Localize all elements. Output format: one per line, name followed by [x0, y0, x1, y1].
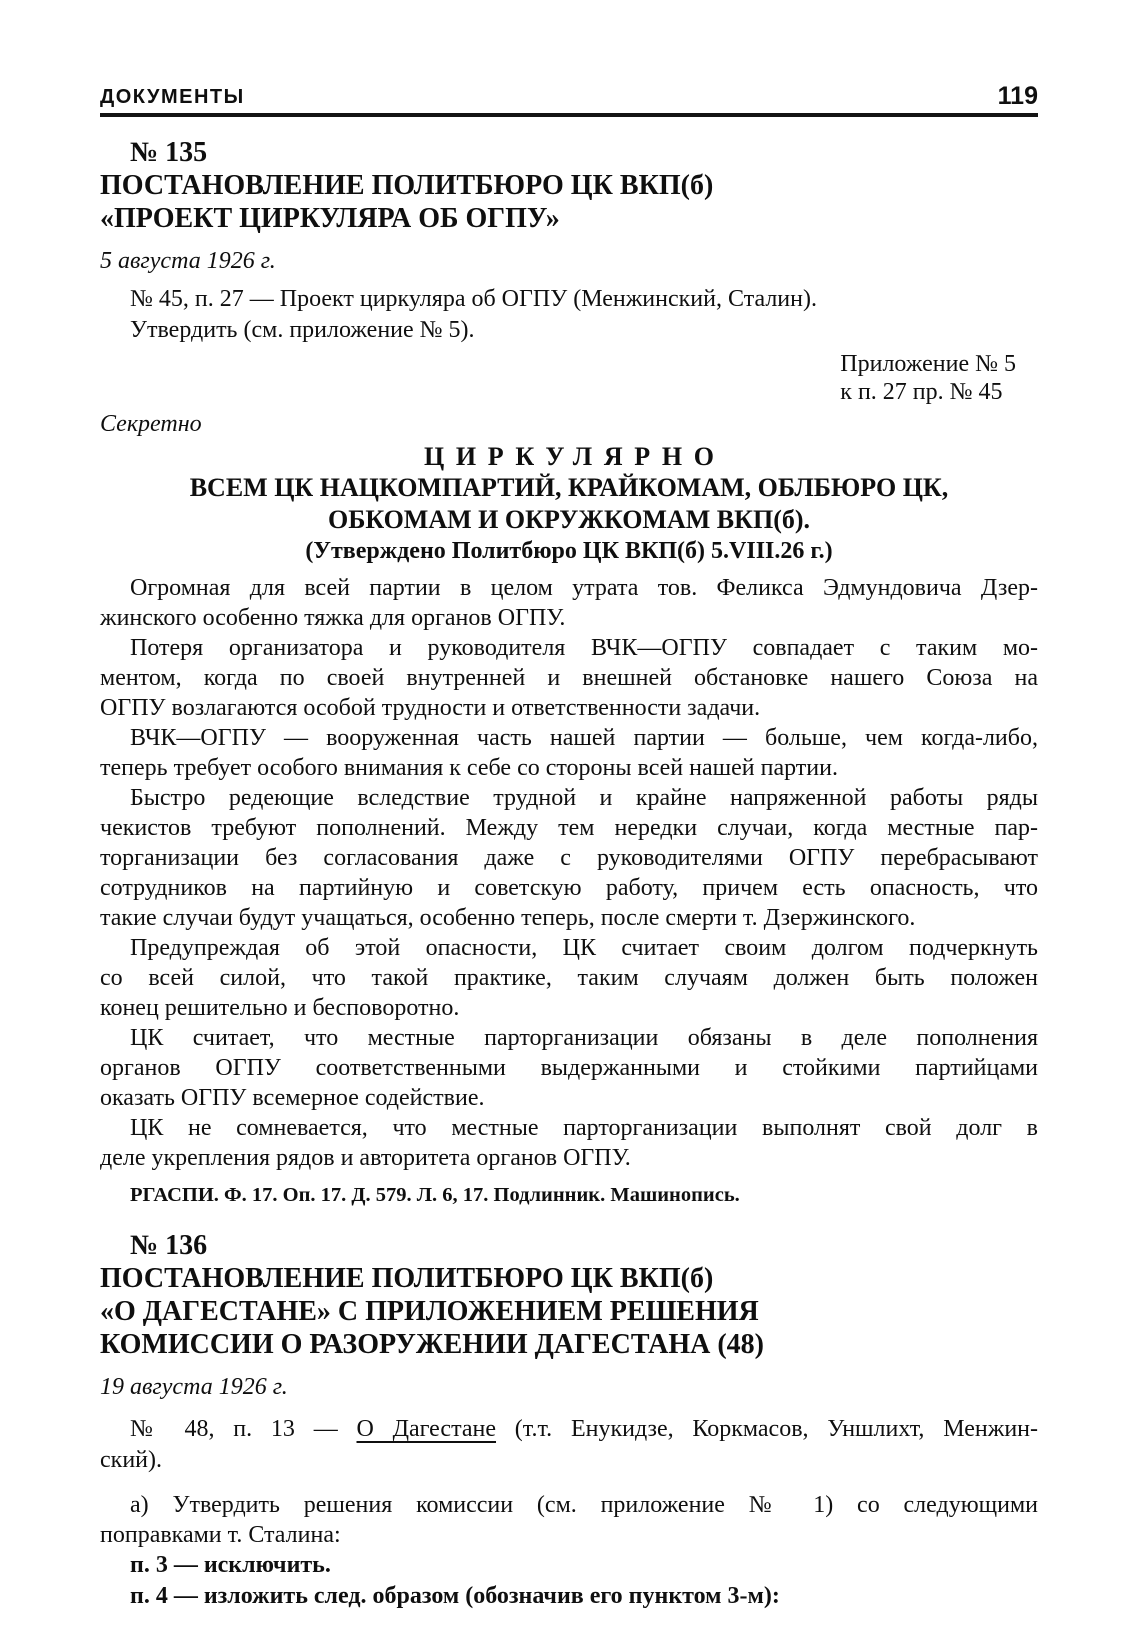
text-line: органов ОГПУ соответственными выдержанными и стойкими партийцами: [100, 1055, 1038, 1081]
text-line: ментом, когда по своей внутренней и внешней обстановке нашего Союза на: [100, 665, 1038, 691]
page-number: 119: [997, 82, 1038, 110]
point-line: п. 3 — исключить.: [130, 1552, 331, 1578]
doc135-title: [100, 169, 1038, 235]
text-line: теперь требует особого внимания к себе со стороны всей нашей партии.: [100, 755, 838, 781]
text-line: такие случаи будут учащаться, особенно теперь, после смерти т. Дзержинского.: [100, 905, 916, 931]
body-paragraph: [100, 1113, 1038, 1173]
annex-reference: [100, 350, 1016, 406]
text-line: Утвердить (см. приложение № 5).: [130, 317, 475, 343]
body-paragraph: [100, 573, 1038, 633]
text-line: со всей силой, что такой практике, таким случаям должен быть положен: [100, 965, 1038, 991]
text-line: торганизации без согласования даже с руководителями ОГПУ перебрасывают: [100, 845, 1038, 871]
annex-ref-line: к п. 27 пр. № 45: [840, 379, 1003, 405]
text-line: ЦК считает, что местные парторганизации обязаны в деле пополнения: [130, 1025, 1038, 1051]
doc135-decision: [100, 284, 1038, 346]
body-paragraph: [100, 633, 1038, 723]
doc-title-line: КОМИССИИ О РАЗОРУЖЕНИИ ДАГЕСТАНА (48): [100, 1329, 764, 1360]
body-paragraph: [100, 783, 1038, 933]
doc136-points: [100, 1550, 1038, 1612]
doc136-title: [100, 1262, 1038, 1361]
body-paragraph: [100, 1023, 1038, 1113]
running-header: [100, 84, 1038, 117]
doc135-date: 5 августа 1926 г.: [100, 248, 276, 274]
addressee-line: ВСЕМ ЦК НАЦКОМПАРТИЙ, КРАЙКОМАМ, ОБЛБЮРО ЦК,: [189, 473, 949, 502]
doc-title-line: ПОСТАНОВЛЕНИЕ ПОЛИТБЮРО ЦК ВКП(б): [100, 170, 714, 201]
text-line: Быстро редеющие вследствие трудной и крайне напряженной работы ряды: [130, 785, 1038, 811]
doc136-agenda-item: [100, 1414, 1038, 1476]
agenda-item-suffix: (т.т. Енукидзе, Коркмасов, Уншлихт, Менжин-: [496, 1416, 1039, 1442]
circular-heading: ЦИРКУЛЯРНО: [423, 442, 726, 471]
doc-title-line: ПОСТАНОВЛЕНИЕ ПОЛИТБЮРО ЦК ВКП(б): [100, 1263, 714, 1294]
agenda-item-subject: О Дагестане: [356, 1416, 497, 1442]
point-line: п. 4 — изложить след. образом (обозначив его пунктом 3-м):: [130, 1583, 780, 1609]
text-line: № 45, п. 27 — Проект циркуляра об ОГПУ (Менжинский, Сталин).: [130, 286, 817, 312]
text-line: жинского особенно тяжка для органов ОГПУ.: [100, 605, 566, 631]
document-135: [100, 137, 1038, 1208]
text-line: конец решительно и бесповоротно.: [100, 995, 460, 1021]
doc136-date: 19 августа 1926 г.: [100, 1374, 288, 1400]
running-header-title: ДОКУМЕНТЫ: [100, 86, 245, 108]
text-line: Предупреждая об этой опасности, ЦК считает своим долгом подчеркнуть: [130, 935, 1038, 961]
doc135-number: № 135: [130, 137, 208, 168]
agenda-item-line: [100, 1414, 1038, 1445]
body-paragraph: [100, 723, 1038, 783]
text-line: деле укрепления рядов и авторитета органов ОГПУ.: [100, 1145, 631, 1171]
body-paragraph: [100, 933, 1038, 1023]
text-line: Огромная для всей партии в целом утрата тов. Феликса Эдмундовича Дзер-: [130, 575, 1038, 601]
doc135-body: [100, 573, 1038, 1173]
text-line: оказать ОГПУ всемерное содействие.: [100, 1085, 485, 1111]
secrecy-label: Секретно: [100, 411, 202, 437]
text-line: поправками т. Сталина:: [100, 1522, 341, 1548]
addressee-line: ОБКОМАМ И ОКРУЖКОМАМ ВКП(б).: [327, 505, 811, 534]
doc136-number: № 136: [130, 1230, 208, 1261]
text-line: ОГПУ возлагаются особой трудности и ответственности задачи.: [100, 695, 761, 721]
text-line: Потеря организатора и руководителя ВЧК—ОГПУ совпадает с таким мо-: [130, 635, 1038, 661]
approval-note: (Утверждено Политбюро ЦК ВКП(б) 5.VIII.26 г.): [305, 538, 833, 564]
text-line: сотрудников на партийную и советскую работу, причем есть опасность, что: [100, 875, 1038, 901]
text-line: ВЧК—ОГПУ — вооруженная часть нашей партии — больше, чем когда-либо,: [130, 725, 1038, 751]
agenda-item-line: ский).: [100, 1447, 162, 1473]
doc-title-line: «О ДАГЕСТАНЕ» С ПРИЛОЖЕНИЕМ РЕШЕНИЯ: [100, 1296, 759, 1327]
doc-title-line: «ПРОЕКТ ЦИРКУЛЯРА ОБ ОГПУ»: [100, 203, 560, 234]
annex-ref-line: Приложение № 5: [840, 351, 1016, 377]
doc136-body: [100, 1490, 1038, 1550]
circular-addressees: [100, 472, 1038, 536]
text-line: а) Утвердить решения комиссии (см. приложение № 1) со следующими: [130, 1492, 1038, 1518]
document-136: [100, 1230, 1038, 1612]
text-line: чекистов требуют пополнений. Между тем нередки случаи, когда местные пар-: [100, 815, 1038, 841]
text-line: ЦК не сомневается, что местные парторганизации выполнят свой долг в: [130, 1115, 1038, 1141]
archive-reference: РГАСПИ. Ф. 17. Оп. 17. Д. 579. Л. 6, 17. Подлинник. Машинопись.: [130, 1184, 740, 1206]
agenda-item-prefix: № 48, п. 13 —: [130, 1416, 357, 1442]
body-paragraph: [100, 1490, 1038, 1550]
